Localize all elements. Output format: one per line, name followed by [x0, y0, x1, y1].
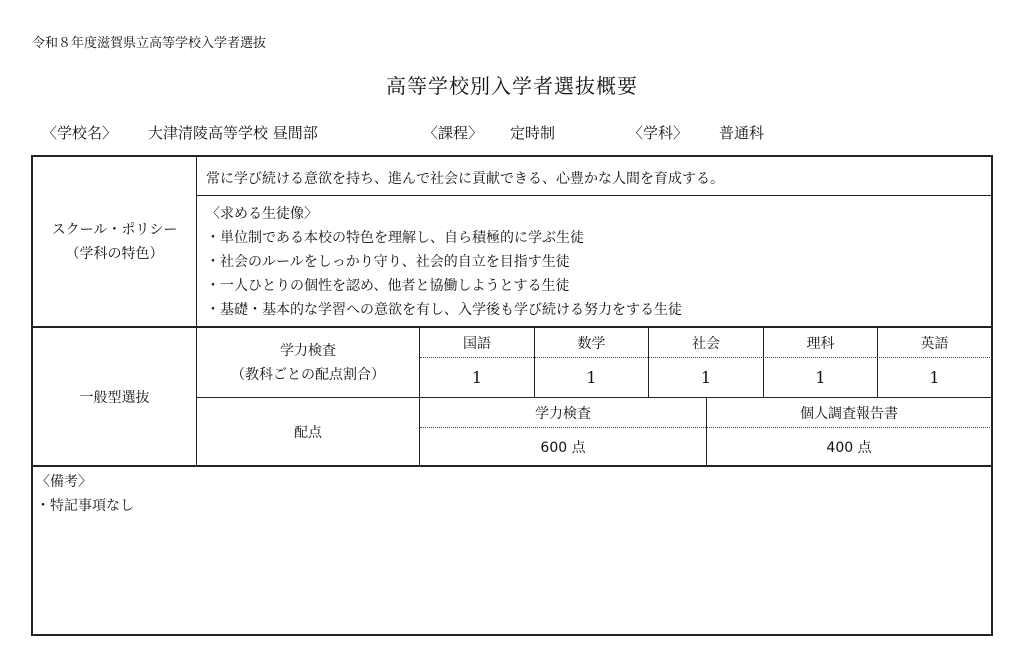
- policy-label-line2: （学科の特色）: [65, 245, 164, 262]
- score-value-academic: 600 点: [540, 439, 586, 456]
- subject-header: 社会: [692, 335, 720, 352]
- academic-test-label: [197, 328, 419, 397]
- notes-heading: 〈備考〉: [36, 474, 92, 490]
- academic-test-label-line2: （教科ごとの配点割合）: [231, 366, 385, 383]
- subject-ratio: 1: [815, 368, 826, 387]
- list-item: ・一人ひとりの個性を認め、他者と協働しようとする生徒: [206, 278, 570, 294]
- list-item: ・社会のルールをしっかり守り、社会的自立を目指す生徒: [206, 254, 570, 270]
- school-name-label: 〈学校名〉: [42, 124, 118, 142]
- desired-students-block: [206, 202, 682, 322]
- notes-block: [36, 470, 134, 518]
- subject-header: 国語: [463, 335, 491, 352]
- mission-statement: 常に学び続ける意欲を持ち、進んで社会に貢献できる、心豊かな人間を育成する。: [206, 171, 724, 187]
- subject-ratio: 1: [471, 368, 483, 387]
- score-value-report: 400 点: [826, 439, 872, 456]
- score-header-academic: 学力検査: [535, 405, 591, 422]
- department-label: 〈学科〉: [628, 124, 689, 142]
- list-item: ・特記事項なし: [36, 498, 134, 514]
- exam-year-label: 令和８年度滋賀県立高等学校入学者選抜: [32, 36, 267, 51]
- department-value: 普通科: [719, 124, 765, 142]
- course-value: 定時制: [510, 124, 556, 142]
- policy-label-line1: スクール・ポリシー: [51, 221, 178, 238]
- academic-test-label-line1: 学力検査: [280, 342, 336, 359]
- score-header-report: 個人調査報告書: [800, 405, 898, 422]
- course-label: 〈課程〉: [423, 124, 484, 142]
- subject-ratio: 1: [586, 368, 597, 387]
- page-title: 高等学校別入学者選抜概要: [386, 74, 638, 98]
- desired-students-heading: 〈求める生徒像〉: [206, 206, 318, 222]
- subject-header: 理科: [806, 335, 835, 352]
- subject-ratio: 1: [700, 368, 712, 387]
- subject-ratio: 1: [929, 368, 940, 387]
- list-item: ・単位制である本校の特色を理解し、自ら積極的に学ぶ生徒: [206, 230, 584, 246]
- general-selection-label: 一般型選抜: [79, 389, 150, 406]
- score-allocation-label: 配点: [294, 424, 322, 441]
- policy-label: [33, 157, 196, 326]
- subject-header: 英語: [920, 335, 949, 352]
- subject-header: 数学: [577, 335, 606, 352]
- list-item: ・基礎・基本的な学習への意欲を有し、入学後も学び続ける努力をする生徒: [206, 302, 682, 318]
- school-name-value: 大津清陵高等学校 昼間部: [148, 124, 318, 142]
